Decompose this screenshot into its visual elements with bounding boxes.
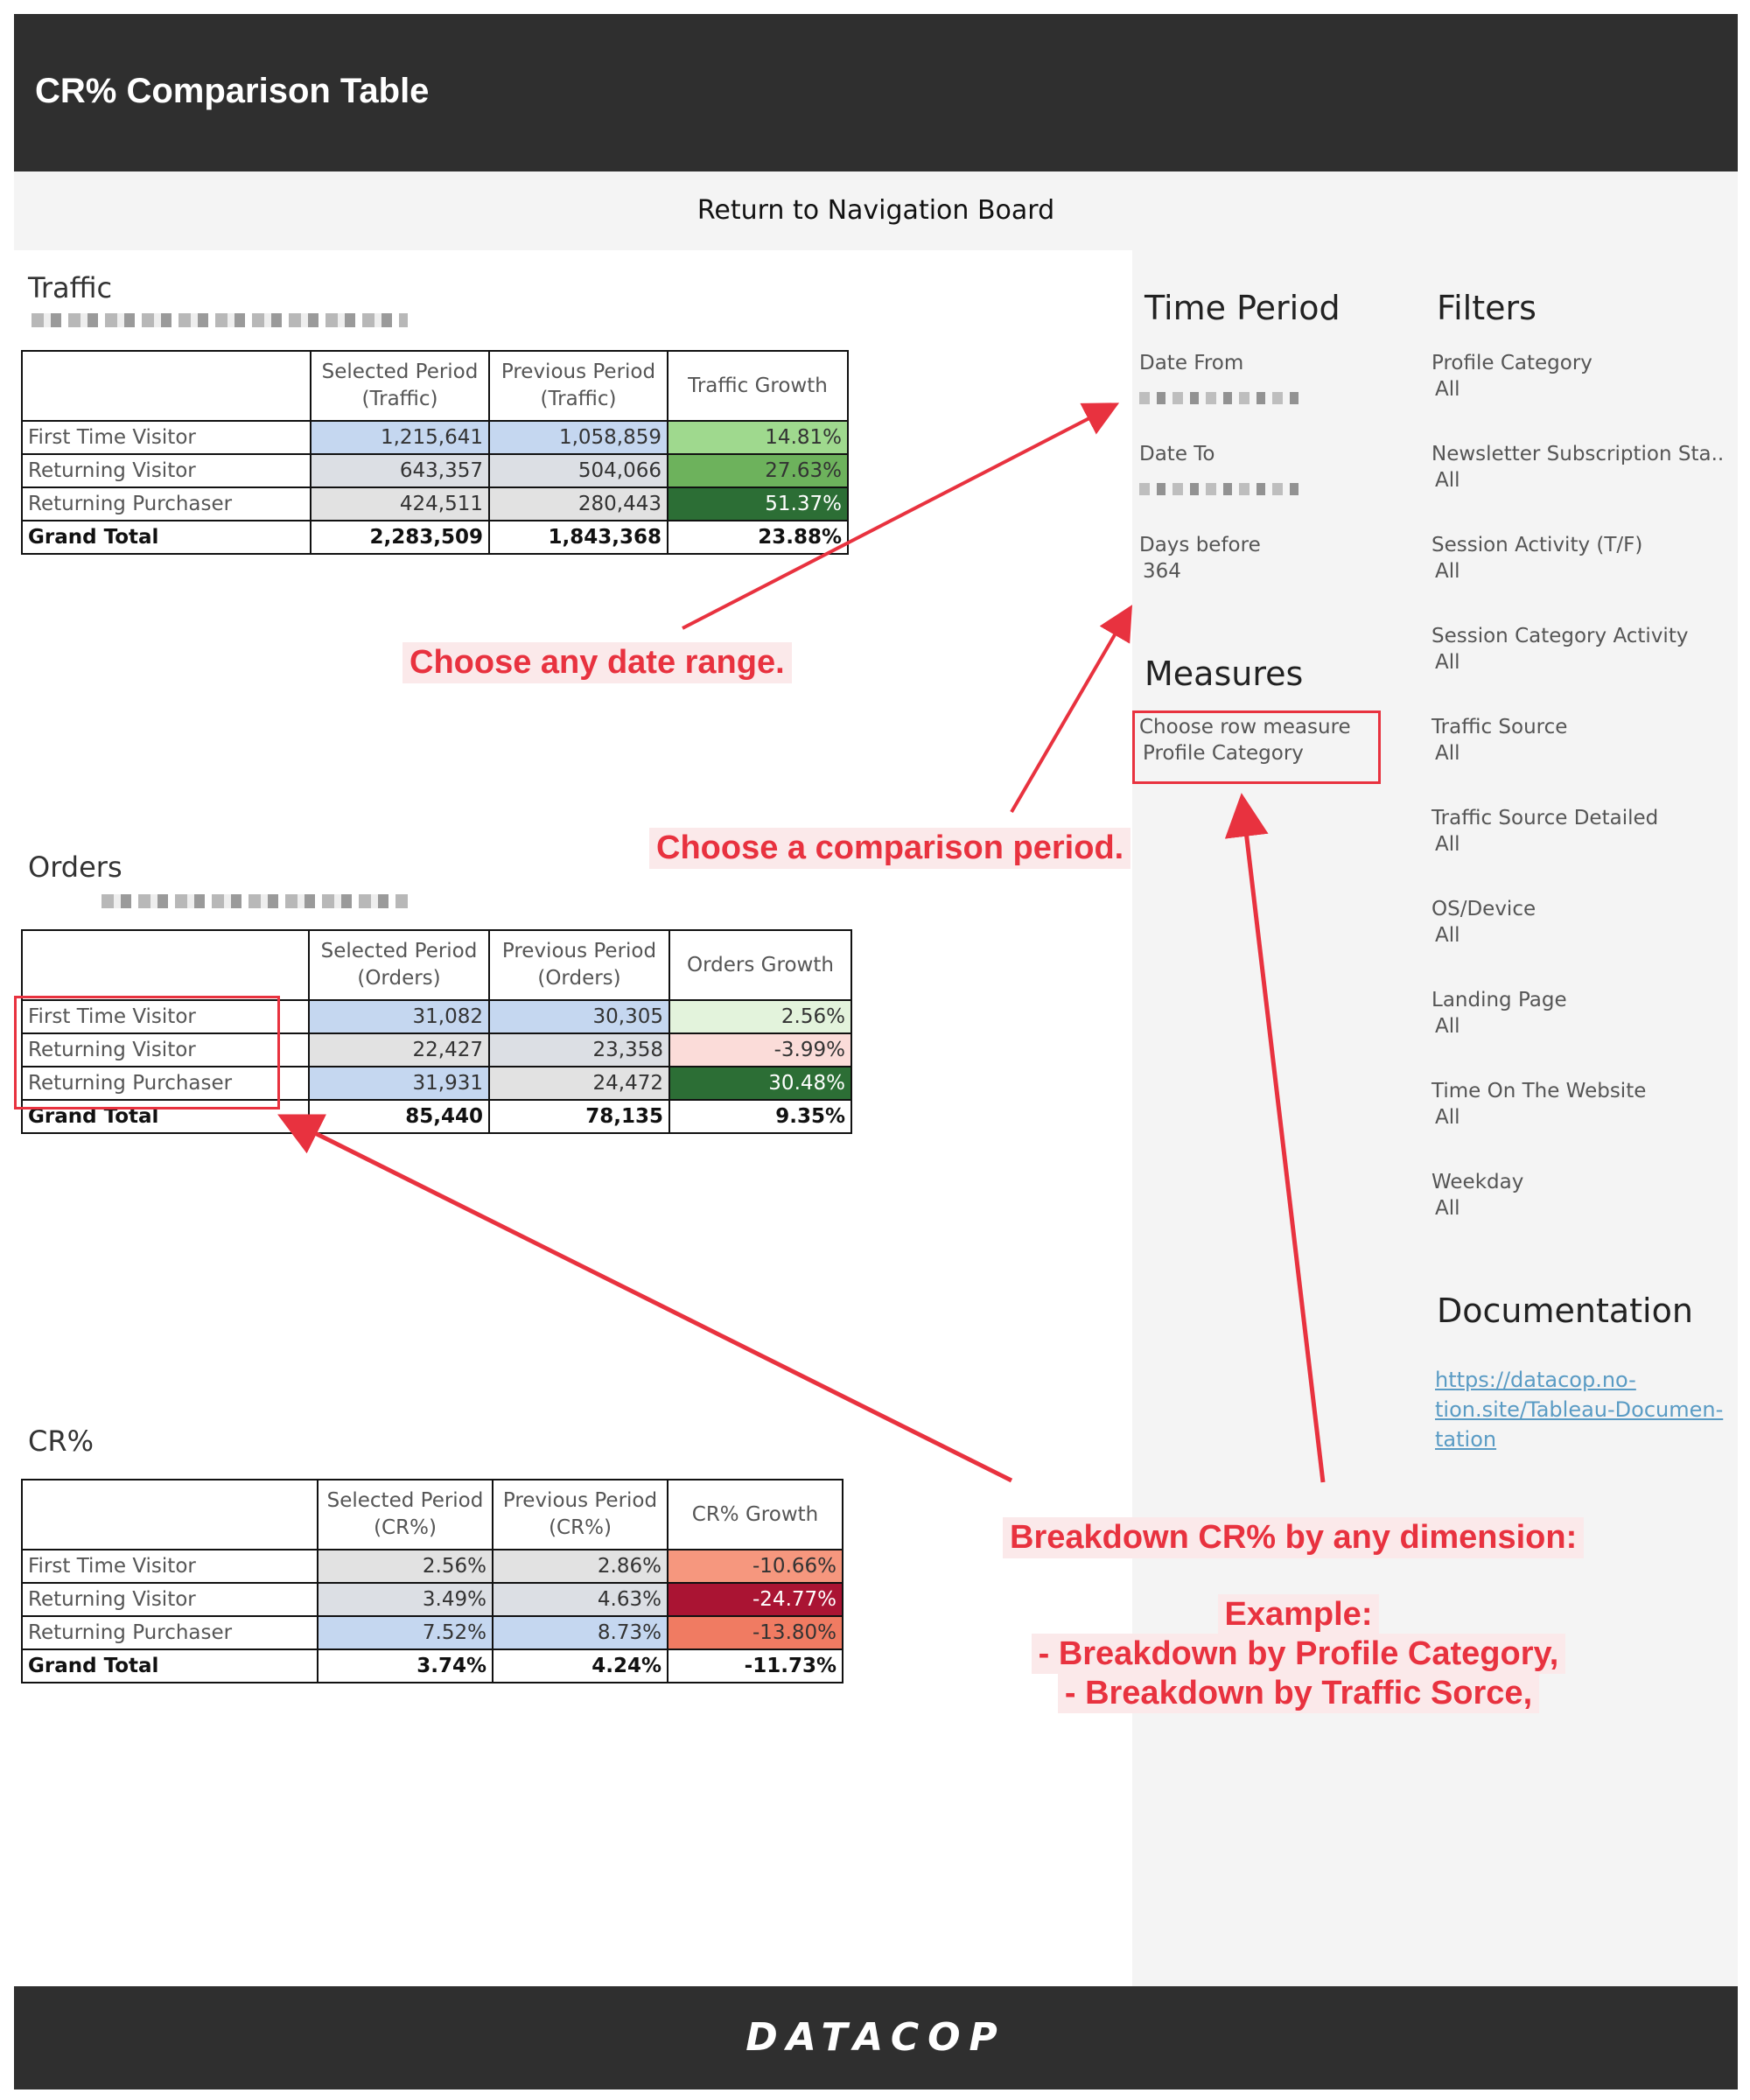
filter-label: Session Activity (T/F): [1432, 534, 1643, 556]
previous-value-cell: 23,358: [489, 1033, 669, 1067]
column-header-label: Selected Period (Orders): [320, 940, 478, 990]
filter-value[interactable]: All: [1435, 1106, 1460, 1129]
growth-value-cell: -24.77%: [668, 1583, 843, 1616]
filters-heading: Filters: [1437, 289, 1536, 327]
previous-value-cell: 78,135: [489, 1100, 669, 1133]
annotation-breakdown: Breakdown CR% by any dimension:: [1003, 1517, 1584, 1558]
date-from-label: Date From: [1139, 352, 1244, 374]
column-header-label: Previous Period (CR%): [502, 1489, 658, 1539]
filter-value[interactable]: All: [1435, 560, 1460, 583]
growth-value-cell: -10.66%: [668, 1550, 843, 1583]
filter-label: Time On The Website: [1432, 1080, 1647, 1102]
filter-label: Profile Category: [1432, 352, 1592, 374]
selected-value-cell: 7.52%: [318, 1616, 493, 1649]
row-measure-value[interactable]: Profile Category: [1143, 742, 1304, 765]
growth-value-cell: -3.99%: [669, 1033, 851, 1067]
return-to-navigation-button[interactable]: Return to Navigation Board: [696, 195, 1055, 226]
column-header-label: Traffic Growth: [688, 374, 828, 397]
row-measure-label: Choose row measure: [1139, 716, 1351, 738]
traffic-section-title: Traffic: [28, 271, 113, 304]
previous-value-cell: 24,472: [489, 1067, 669, 1100]
documentation-link-line[interactable]: https://datacop.no-: [1435, 1368, 1636, 1392]
growth-value-cell: 9.35%: [669, 1100, 851, 1133]
row-label: Grand Total: [22, 1100, 309, 1133]
growth-value-cell: -11.73%: [668, 1649, 843, 1683]
filter-label: OS/Device: [1432, 898, 1536, 920]
growth-value-cell: 23.88%: [668, 521, 848, 554]
growth-value-cell: 27.63%: [668, 454, 848, 487]
previous-value-cell: 504,066: [489, 454, 668, 487]
days-before-label: Days before: [1139, 534, 1261, 556]
column-header-label: Orders Growth: [687, 953, 834, 976]
date-to-label: Date To: [1139, 443, 1215, 466]
column-header-label: Previous Period (Orders): [501, 940, 657, 990]
column-header-label: CR% Growth: [691, 1502, 819, 1526]
previous-value-cell: 4.24%: [493, 1649, 668, 1683]
growth-value-cell: 2.56%: [669, 1000, 851, 1033]
selected-value-cell: 2,283,509: [311, 521, 489, 554]
selected-value-cell: 31,082: [309, 1000, 489, 1033]
time-period-heading: Time Period: [1144, 289, 1340, 327]
annotation-example-2: - Breakdown by Traffic Sorce,: [1058, 1673, 1539, 1713]
growth-value-cell: 30.48%: [669, 1067, 851, 1100]
growth-value-cell: 14.81%: [668, 421, 848, 454]
filter-label: Landing Page: [1432, 989, 1567, 1012]
days-before-value[interactable]: 364: [1143, 560, 1181, 583]
documentation-link-line[interactable]: tation: [1435, 1427, 1497, 1452]
filter-value[interactable]: All: [1435, 469, 1460, 492]
filter-value[interactable]: All: [1435, 742, 1460, 765]
filter-value[interactable]: All: [1435, 378, 1460, 401]
annotation-date-range: Choose any date range.: [402, 642, 792, 683]
row-label: Returning Visitor: [22, 1033, 309, 1067]
filter-value[interactable]: All: [1435, 924, 1460, 947]
previous-value-cell: 1,058,859: [489, 421, 668, 454]
previous-value-cell: 8.73%: [493, 1616, 668, 1649]
arrow-to-days-before: [1012, 611, 1129, 812]
row-label: Returning Visitor: [22, 454, 311, 487]
documentation-heading: Documentation: [1437, 1292, 1693, 1330]
filter-value[interactable]: All: [1435, 833, 1460, 856]
annotation-example-block: [1003, 1596, 1594, 1712]
selected-value-cell: 1,215,641: [311, 421, 489, 454]
row-label: Grand Total: [22, 1649, 318, 1683]
selected-value-cell: 643,357: [311, 454, 489, 487]
filter-label: Weekday: [1432, 1171, 1524, 1194]
filter-value[interactable]: All: [1435, 1015, 1460, 1038]
selected-value-cell: 85,440: [309, 1100, 489, 1133]
previous-value-cell: 2.86%: [493, 1550, 668, 1583]
previous-value-cell: 280,443: [489, 487, 668, 521]
datacop-logo: DATACOP: [746, 2015, 1006, 2060]
annotation-comparison-period: Choose a comparison period.: [649, 828, 1130, 869]
column-header-label: Selected Period (Traffic): [321, 360, 479, 410]
selected-value-cell: 22,427: [309, 1033, 489, 1067]
selected-value-cell: 3.74%: [318, 1649, 493, 1683]
row-label: First Time Visitor: [22, 421, 311, 454]
selected-value-cell: 2.56%: [318, 1550, 493, 1583]
arrow-to-row-measure: [1242, 802, 1323, 1482]
orders-section-title: Orders: [28, 850, 122, 884]
row-label: Grand Total: [22, 521, 311, 554]
selected-value-cell: 424,511: [311, 487, 489, 521]
filter-label: Traffic Source: [1432, 716, 1568, 738]
row-label: Returning Visitor: [22, 1583, 318, 1616]
arrow-to-row-labels: [285, 1118, 1012, 1480]
growth-value-cell: 51.37%: [668, 487, 848, 521]
row-label: First Time Visitor: [22, 1550, 318, 1583]
column-header-label: Selected Period (CR%): [326, 1489, 484, 1539]
previous-value-cell: 30,305: [489, 1000, 669, 1033]
filter-label: Traffic Source Detailed: [1432, 807, 1659, 830]
previous-value-cell: 4.63%: [493, 1583, 668, 1616]
row-label: Returning Purchaser: [22, 1067, 309, 1100]
row-label: Returning Purchaser: [22, 1616, 318, 1649]
annotation-example-1: - Breakdown by Profile Category,: [1032, 1634, 1566, 1674]
previous-value-cell: 1,843,368: [489, 521, 668, 554]
page-title: CR% Comparison Table: [35, 72, 430, 110]
documentation-link-line[interactable]: tion.site/Tableau-Documen-: [1435, 1397, 1724, 1422]
column-header-label: Previous Period (Traffic): [500, 360, 656, 410]
row-label: Returning Purchaser: [22, 487, 311, 521]
annotation-example-title: Example:: [1218, 1594, 1380, 1634]
measures-heading: Measures: [1144, 654, 1304, 693]
growth-value-cell: -13.80%: [668, 1616, 843, 1649]
filter-value[interactable]: All: [1435, 1197, 1460, 1220]
selected-value-cell: 3.49%: [318, 1583, 493, 1616]
row-label: First Time Visitor: [22, 1000, 309, 1033]
cr-section-title: CR%: [28, 1424, 94, 1458]
arrow-to-date-range: [682, 406, 1113, 628]
filter-value[interactable]: All: [1435, 651, 1460, 674]
selected-value-cell: 31,931: [309, 1067, 489, 1100]
filter-label: Newsletter Subscription Sta..: [1432, 443, 1725, 466]
filter-label: Session Category Activity: [1432, 625, 1689, 648]
